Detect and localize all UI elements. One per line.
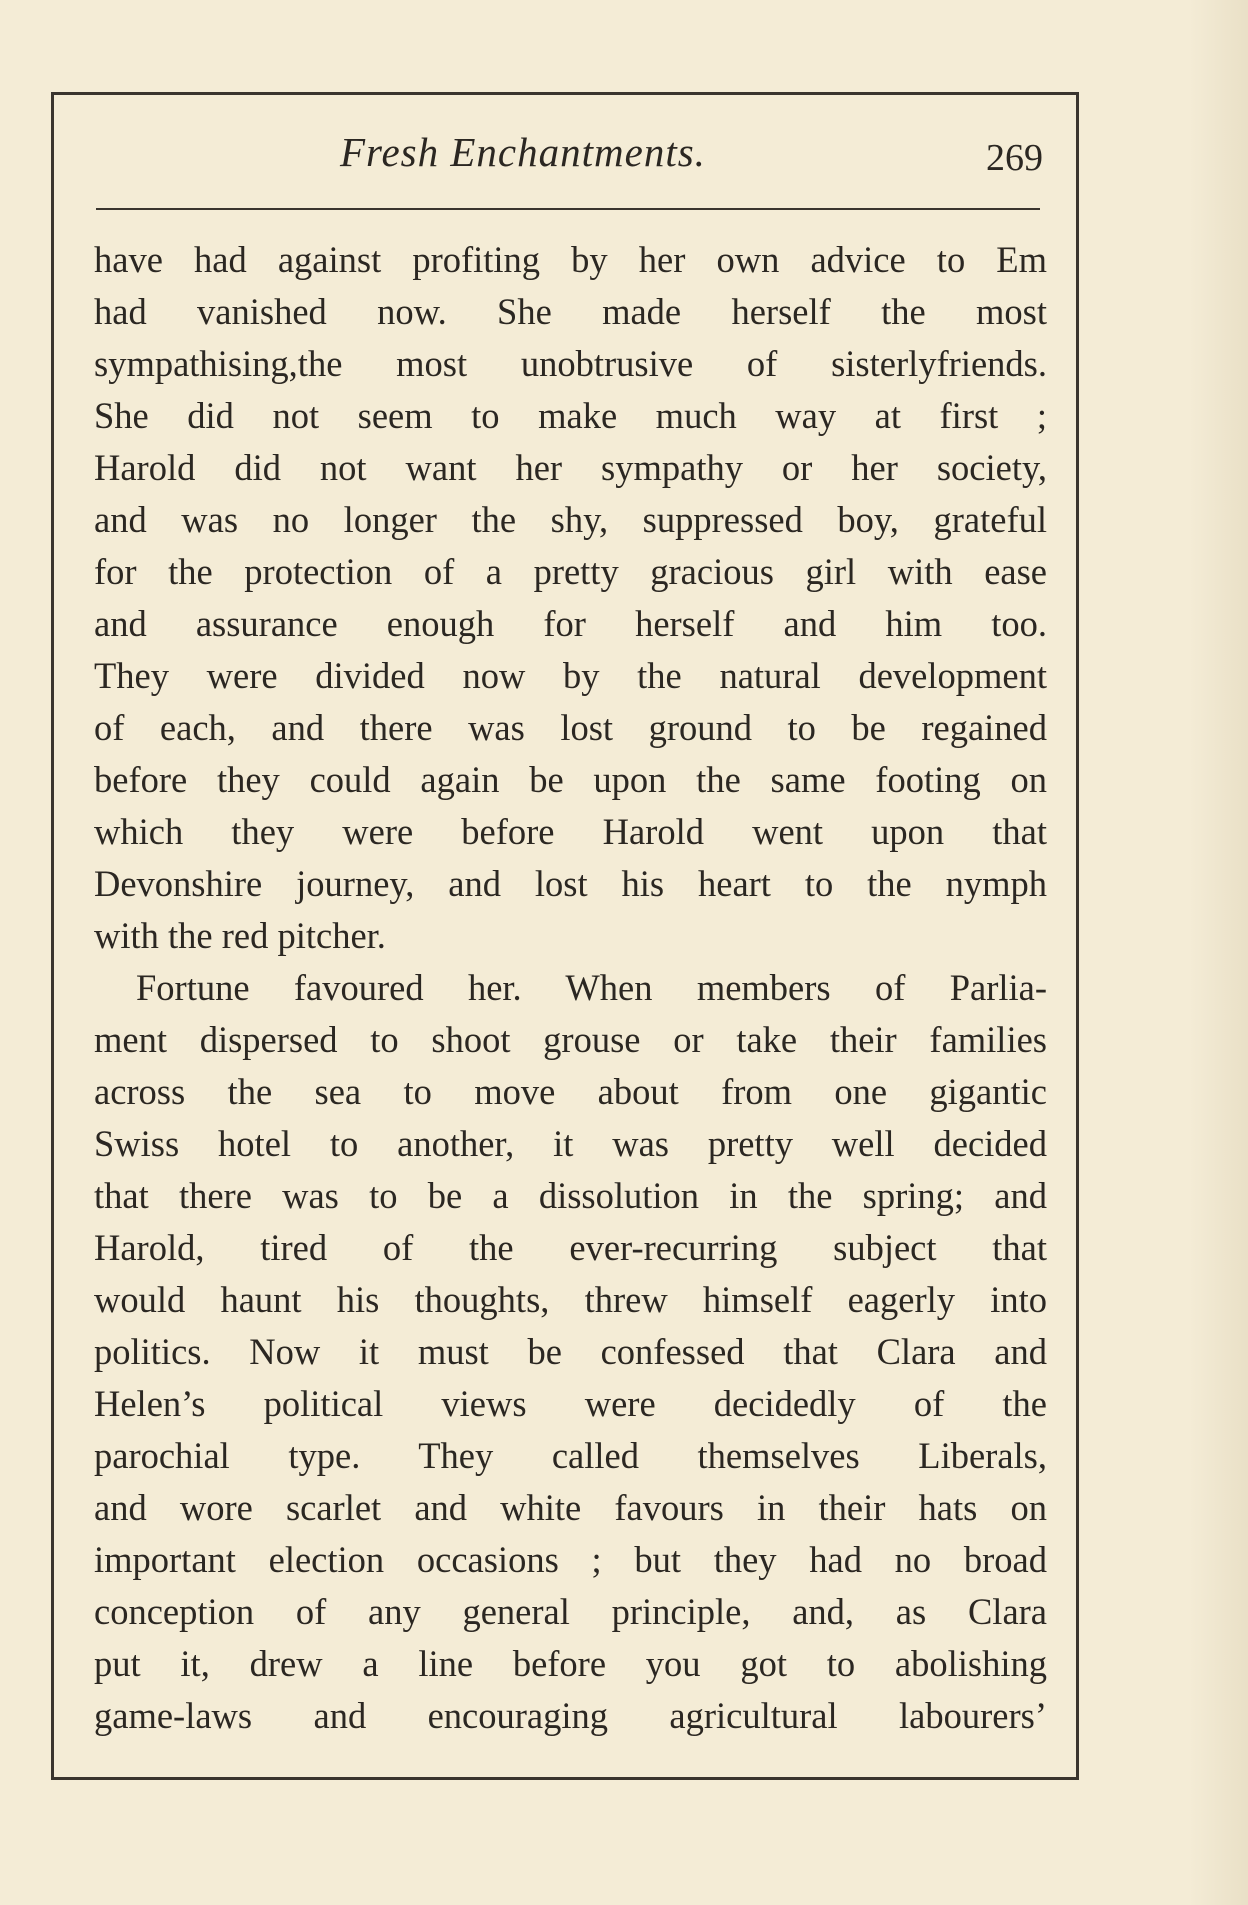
text-line: game-laws and encouraging agricultural labourers’ xyxy=(94,1695,1047,1736)
text-line: and was no longer the shy, suppressed boy, grateful xyxy=(94,499,1047,540)
text-line: Fortune favoured her. When members of Parlia- xyxy=(136,967,1047,1008)
text-line: They were divided now by the natural development xyxy=(94,655,1047,696)
text-line: politics. Now it must be confessed that Clara and xyxy=(94,1331,1047,1372)
text-line: Helen’s political views were decidedly of the xyxy=(94,1383,1047,1424)
text-line: and wore scarlet and white favours in their hats on xyxy=(94,1487,1047,1528)
text-line: Devonshire journey, and lost his heart to the nymph xyxy=(94,863,1047,904)
text-line: She did not seem to make much way at first ; xyxy=(94,395,1047,436)
text-line: important election occasions ; but they had no broad xyxy=(94,1539,1047,1580)
running-title: Fresh Enchantments. xyxy=(340,129,706,175)
paragraph-1 xyxy=(94,234,1047,962)
text-line: sympathising,the most unobtrusive of sisterlyfriends. xyxy=(94,343,1047,384)
paragraph-2 xyxy=(94,962,1047,1742)
text-line: would haunt his thoughts, threw himself eagerly into xyxy=(94,1279,1047,1320)
text-line: for the protection of a pretty gracious girl with ease xyxy=(94,551,1047,592)
text-line: and assurance enough for herself and him too. xyxy=(94,603,1047,644)
page-number: 269 xyxy=(986,137,1043,179)
text-line: parochial type. They called themselves Liberals, xyxy=(94,1435,1047,1476)
text-line: have had against profiting by her own advice to Em xyxy=(94,239,1047,280)
text-line: of each, and there was lost ground to be regained xyxy=(94,707,1047,748)
text-line: before they could again be upon the same footing on xyxy=(94,759,1047,800)
text-line: which they were before Harold went upon that xyxy=(94,811,1047,852)
text-line: Harold, tired of the ever-recurring subject that xyxy=(94,1227,1047,1268)
text-line: had vanished now. She made herself the most xyxy=(94,291,1047,332)
page-edge-shadow xyxy=(1188,0,1248,1905)
text-line: with the red pitcher. xyxy=(94,915,386,956)
body-text xyxy=(94,234,1047,1742)
text-line: that there was to be a dissolution in the spring; and xyxy=(94,1175,1047,1216)
header-rule xyxy=(96,208,1040,210)
text-line: conception of any general principle, and, as Clara xyxy=(94,1591,1047,1632)
text-line: Harold did not want her sympathy or her society, xyxy=(94,447,1047,488)
text-line: put it, drew a line before you got to abolishing xyxy=(94,1643,1047,1684)
text-line: ment dispersed to shoot grouse or take their families xyxy=(94,1019,1047,1060)
text-line: Swiss hotel to another, it was pretty well decided xyxy=(94,1123,1047,1164)
text-line: across the sea to move about from one gigantic xyxy=(94,1071,1047,1112)
